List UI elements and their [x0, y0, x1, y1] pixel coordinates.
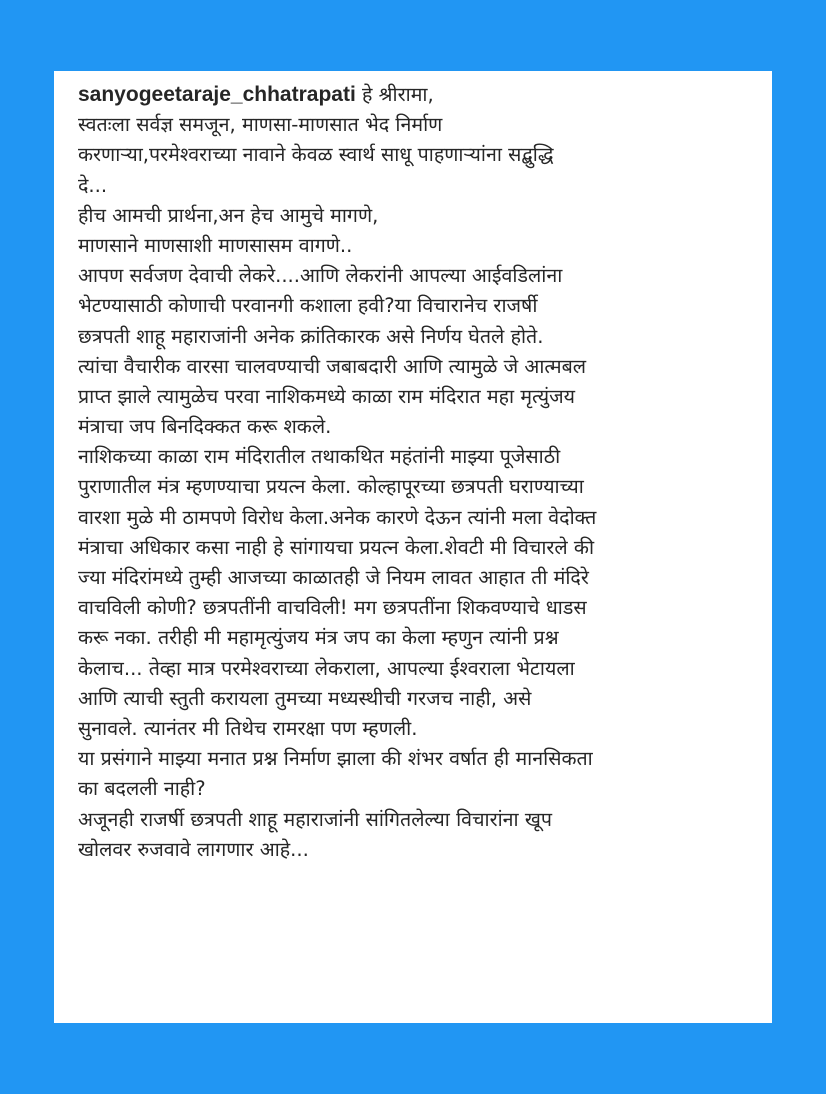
caption-line: का बदलली नाही?	[78, 777, 206, 801]
caption-line: केलाच... तेव्हा मात्र परमेश्वराच्या लेकराला, आपल्या ईश्वराला भेटायला	[78, 656, 575, 680]
username-link[interactable]: sanyogeetaraje_chhatrapati	[78, 83, 356, 106]
caption-line: स्वतःला सर्वज्ञ समजून, माणसा-माणसात भेद निर्माण	[78, 113, 443, 137]
caption-line: या प्रसंगाने माझ्या मनात प्रश्न निर्माण झाला की शंभर वर्षात ही मानसिकता	[78, 747, 593, 771]
caption-line: दे...	[78, 173, 108, 197]
caption-line: खोलवर रुजवावे लागणार आहे...	[78, 837, 309, 861]
post-card	[54, 71, 772, 1023]
caption-line: सुनावले. त्यानंतर मी तिथेच रामरक्षा पण म्हणली.	[78, 716, 418, 740]
caption-line: प्राप्त झाले त्यामुळेच परवा नाशिकमध्ये काळा राम मंदिरात महा मृत्युंजय	[78, 384, 575, 408]
caption-first-line: हे श्रीरामा,	[355, 83, 434, 106]
caption-line: माणसाने माणसाशी माणसासम वागणे..	[78, 233, 353, 257]
caption-line: करू नका. तरीही मी महामृत्युंजय मंत्र जप का केला म्हणुन त्यांनी प्रश्न	[78, 626, 559, 650]
caption-line: मंत्राचा जप बिनदिक्कत करू शकले.	[78, 415, 332, 439]
caption-line: पुराणातील मंत्र म्हणण्याचा प्रयत्न केला. कोल्हापूरच्या छत्रपती घराण्याच्या	[78, 475, 584, 499]
caption-line: छत्रपती शाहू महाराजांनी अनेक क्रांतिकारक असे निर्णय घेतले होते.	[78, 324, 544, 348]
caption-line: मंत्राचा अधिकार कसा नाही हे सांगायचा प्रयत्न केला.शेवटी मी विचारले की	[78, 535, 595, 559]
caption-line: त्यांचा वैचारीक वारसा चालवण्याची जबाबदारी आणि त्यामुळे जे आत्मबल	[78, 354, 587, 378]
caption-line: वाचविली कोणी? छत्रपतींनी वाचविली! मग छत्रपतींना शिकवण्याचे धाडस	[78, 596, 587, 620]
caption-line: हीच आमची प्रार्थना,अन हेच आमुचे मागणे,	[78, 203, 379, 227]
caption-line: आणि त्याची स्तुती करायला तुमच्या मध्यस्थीची गरजच नाही, असे	[78, 686, 532, 710]
caption-line	[78, 80, 748, 110]
caption-line: करणाऱ्या,परमेश्वराच्या नावाने केवळ स्वार्थ साधू पाहणाऱ्यांना सद्बुद्धि	[78, 143, 554, 167]
caption-line: अजूनही राजर्षी छत्रपती शाहू महाराजांनी सांगितलेल्या विचारांना खूप	[78, 807, 553, 831]
caption-line: भेटण्यासाठी कोणाची परवानगी कशाला हवी?या विचारानेच राजर्षी	[78, 294, 538, 318]
caption-line: आपण सर्वजण देवाची लेकरे....आणि लेकरांनी आपल्या आईवडिलांना	[78, 264, 563, 288]
caption-line: ज्या मंदिरांमध्ये तुम्ही आजच्या काळातही जे नियम लावत आहात ती मंदिरे	[78, 566, 589, 589]
post-caption	[78, 80, 748, 865]
caption-line: नाशिकच्या काळा राम मंदिरातील तथाकथित महंतांनी माझ्या पूजेसाठी	[78, 445, 561, 469]
caption-line: वारशा मुळे मी ठामपणे विरोध केला.अनेक कारणे देऊन त्यांनी मला वेदोक्त	[78, 505, 597, 529]
